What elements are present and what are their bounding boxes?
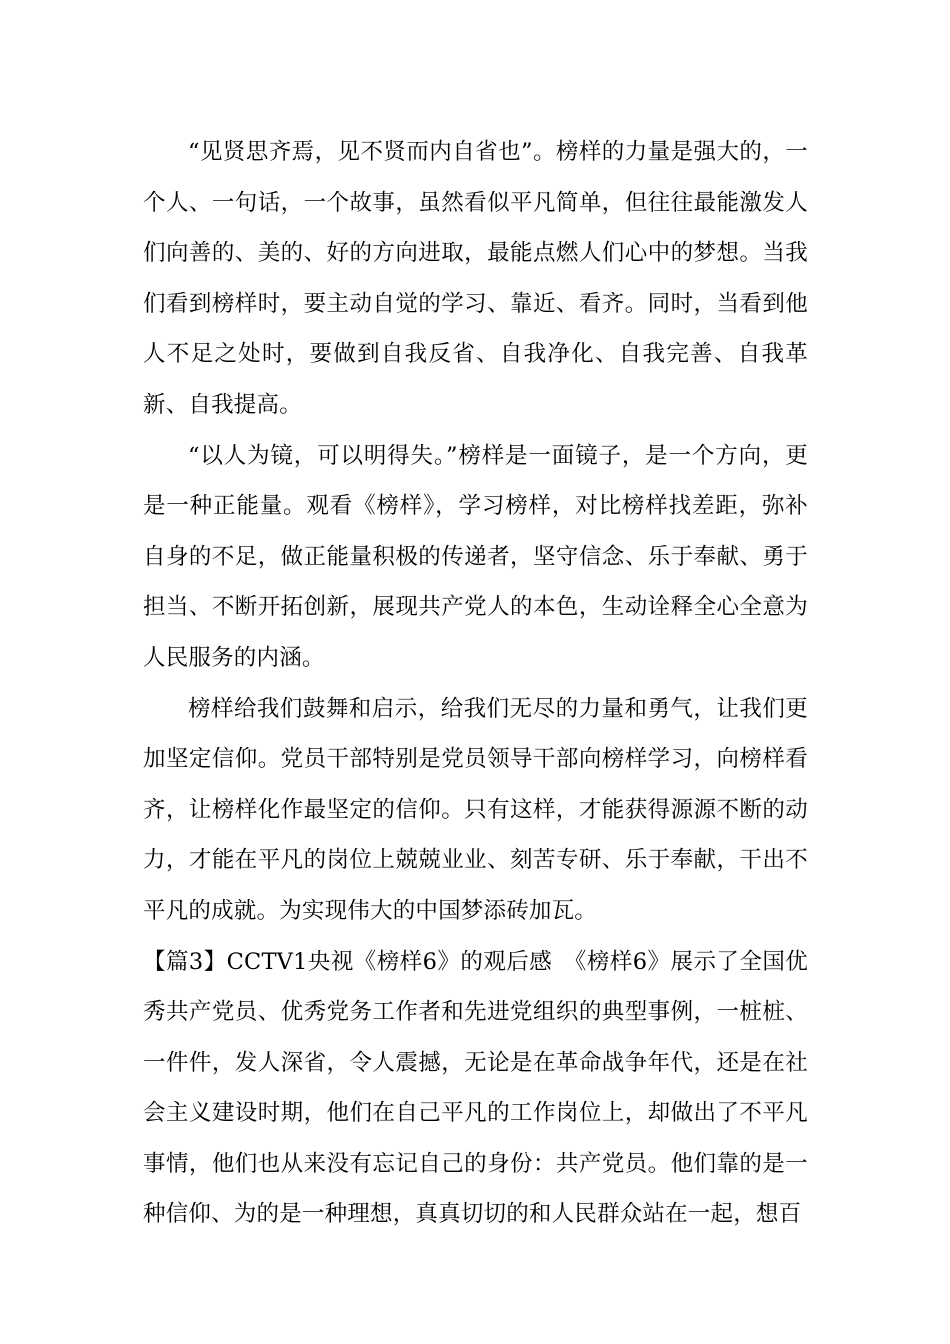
paragraph-2: “以人为镜，可以明得失。”榜样是一面镜子，是一个方向，更是一种正能量。观看《榜样》，学习榜样，对比榜样找差距，弥补自身的不足，做正能量积极的传递者，坚守信念、乐于奉献、勇于担当、不断开拓创新，展现共产党人的本色，生动诠释全心全意为人民服务的内涵。: [143, 442, 808, 671]
document-body: [143, 127, 808, 1240]
paragraph-4-section-heading: 【篇3】CCTV1央视《榜样6》的观后感 《榜样6》展示了全国优秀共产党员、优秀党务工作者和先进党组织的典型事例，一桩桩、一件件，发人深省，令人震撼，无论是在革命战争年代，还是在社会主义建设时期，他们在自己平凡的工作岗位上，却做出了不平凡事情，他们也从来没有忘记自己的身份：共产党员。他们靠的是一种信仰、为的是一种理想，真真切切的和人民群众站在一起，想百: [143, 948, 808, 1228]
paragraph-3: 榜样给我们鼓舞和启示，给我们无尽的力量和勇气，让我们更加坚定信仰。党员干部特别是党员领导干部向榜样学习，向榜样看齐，让榜样化作最坚定的信仰。只有这样，才能获得源源不断的动力，才能在平凡的岗位上兢兢业业、刻苦专研、乐于奉献，干出不平凡的成就。为实现伟大的中国梦添砖加瓦。: [143, 695, 808, 924]
paragraph-1: “见贤思齐焉，见不贤而内自省也”。榜样的力量是强大的，一个人、一句话，一个故事，虽然看似平凡简单，但往往最能激发人们向善的、美的、好的方向进取，最能点燃人们心中的梦想。当我们看到榜样时，要主动自觉的学习、靠近、看齐。同时，当看到他人不足之处时，要做到自我反省、自我净化、自我完善、自我革新、自我提高。: [143, 139, 808, 418]
